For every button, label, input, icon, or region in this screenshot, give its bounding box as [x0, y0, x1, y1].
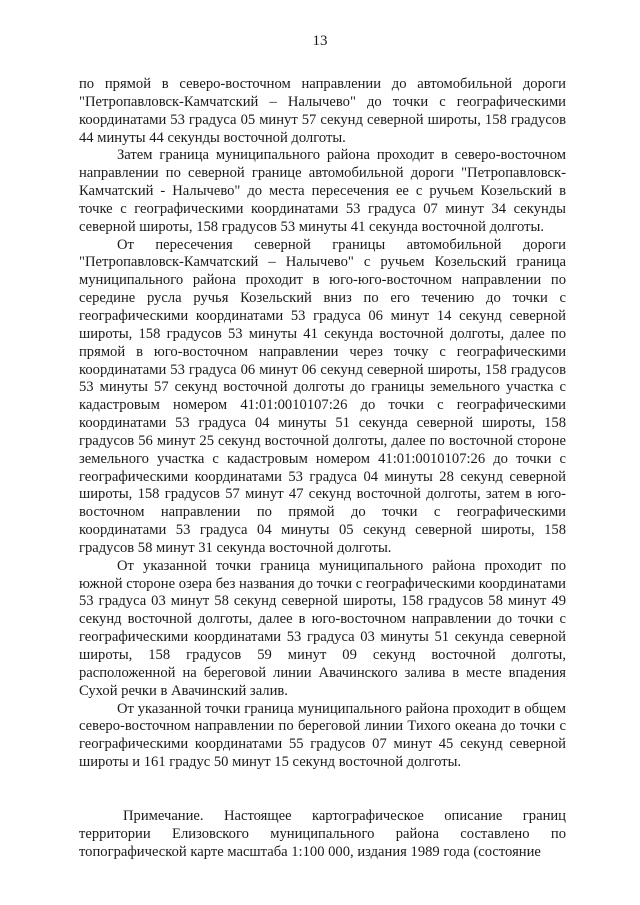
paragraph-note: Примечание. Настоящее картографическое описание границ территории Елизовского муниципального района составлено по топографической карте масштаба 1:100 000, издания 1989 года (состояние — [79, 807, 566, 860]
paragraph-lake-boundary: От указанной точки граница муниципального района проходит по южной стороне озера без названия до точки с географическими координатами 53 градуса 03 минут 58 секунд северной широты, 158 градусов 58 минут 49 секунд восточной долготы, далее в юго-восточном направлении до точки с географическими координатами 53 градуса 03 минуты 51 секунда северной широты, 158 градусов 59 минут 09 секунд восточной долготы, расположенной на береговой линии Авачинского залива в месте впадения Сухой речки в Авачинский залив. — [79, 557, 566, 699]
page-number: 13 — [312, 33, 328, 49]
paragraph-pacific-coast: От указанной точки граница муниципального района проходит в общем северо-восточном направлении по береговой линии Тихого океана до точки с географическими координатами 55 градусов 07 минут 45 секунд северной широты и 161 градус 50 минут 15 секунд восточной долготы. — [79, 700, 566, 771]
document-body — [79, 76, 566, 861]
paragraph-northeast-boundary: Затем граница муниципального района проходит в северо-восточном направлении по северной границе автомобильной дороги "Петропавловск-Камчатский - Налычево" до места пересечения ее с ручьем Козельский в точке с географическими координатами 53 градуса 07 минут 34 секунды северной широты, 158 градусов 53 минуты 41 секунда восточной долготы. — [79, 147, 566, 235]
paragraph-continuation: по прямой в северо-восточном направлении до автомобильной дороги "Петропавловск-Камчатский – Налычево" до точки с географическими координатами 53 градуса 05 минут 57 секунд северной широты, 158 градусов 44 минуты 44 секунды восточной долготы. — [79, 76, 566, 146]
paragraph-kozelsky-stream: От пересечения северной границы автомобильной дороги "Петропавловск-Камчатский – Налычево" с ручьем Козельский граница муниципального района проходит в юго-юго-восточном направлении по середине русла ручья Козельский вниз по его течению до точки с географическими координатами 53 градуса 06 минут 14 секунд северной широты, 158 градусов 53 минуты 41 секунда восточной долготы, далее по прямой в юго-восточном направлении через точку с географическими координатами 53 градуса 06 минут 06 секунд северной широты, 158 градусов 53 минуты 57 секунд восточной долготы до границы земельного участка с кадастровым номером 41:01:0010107:26 до точки с географическими координатами 53 градуса 04 минуты 51 секунда северной широты, 158 градусов 56 минут 25 секунд восточной долготы, далее по восточной стороне земельного участка с кадастровым номером 41:01:0010107:26 до точки с географическими координатами 53 градуса 04 минуты 28 секунд северной широты, 158 градусов 57 минут 47 секунд восточной долготы, затем в юго-восточном направлении по прямой до точки с географическими координатами 53 градуса 04 минуты 05 секунд северной широты, 158 градусов 58 минут 31 секунда восточной долготы. — [79, 236, 566, 556]
